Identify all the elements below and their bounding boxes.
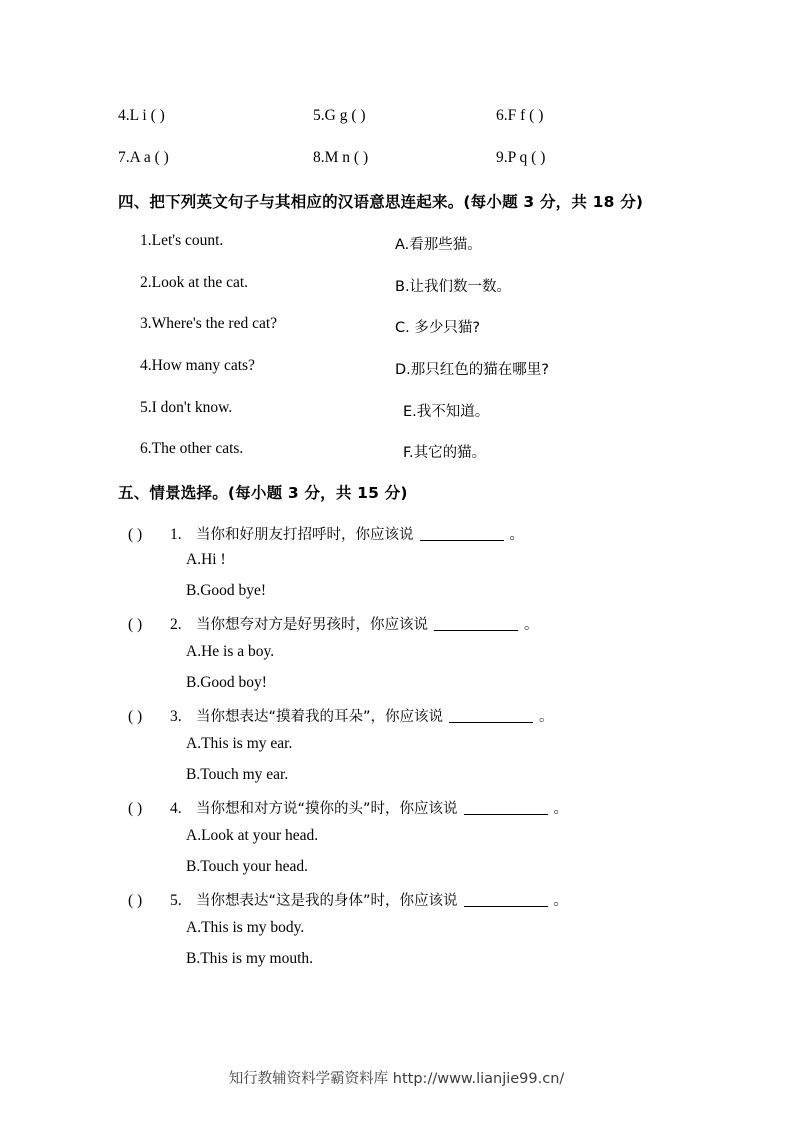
question-period: 。 <box>553 893 569 909</box>
question-text: 当你想和对方说“摸你的头”时，你应该说 <box>196 801 458 817</box>
footer-watermark: 知行教辅资料学霸资料库 http://www.lianjie99.cn/ <box>228 1071 565 1087</box>
match-left-item: 3.Where's the red cat? <box>140 315 278 332</box>
match-right-item: A.看那些猫。 <box>395 237 482 253</box>
answer-paren[interactable]: ( ) <box>128 616 143 633</box>
match-right-item: B.让我们数一数。 <box>395 279 512 295</box>
answer-paren[interactable]: ( ) <box>128 892 143 909</box>
question-text: 当你想表达“这是我的身体”时，你应该说 <box>196 893 458 909</box>
option-b[interactable]: B.Touch your head. <box>186 858 309 875</box>
match-left-item: 6.The other cats. <box>140 440 244 457</box>
answer-blank[interactable] <box>449 708 533 723</box>
answer-blank[interactable] <box>464 892 548 907</box>
match-left-item: 1.Let's count. <box>140 232 224 249</box>
section-4-heading: 四、把下列英文句子与其相应的汉语意思连起来。(每小题 3 分，共 18 分) <box>118 193 644 211</box>
letter-item: 6.F f ( ) <box>496 107 544 124</box>
option-b[interactable]: B.This is my mouth. <box>186 950 314 967</box>
answer-paren[interactable]: ( ) <box>128 800 143 817</box>
question-text: 当你想夸对方是好男孩时，你应该说 <box>196 617 428 633</box>
question-3-stem <box>128 705 554 726</box>
question-text: 当你和好朋友打招呼时，你应该说 <box>196 527 414 543</box>
question-number: 5. <box>170 892 182 909</box>
letter-item: 5.G g ( ) <box>313 107 366 124</box>
option-b[interactable]: B.Good boy! <box>186 674 267 691</box>
answer-paren[interactable]: ( ) <box>128 526 143 543</box>
answer-paren[interactable]: ( ) <box>128 708 143 725</box>
question-number: 1. <box>170 526 182 543</box>
question-number: 4. <box>170 800 182 817</box>
option-a[interactable]: A.Hi ! <box>186 551 226 568</box>
option-a[interactable]: A.He is a boy. <box>186 643 275 660</box>
match-right-item: C. 多少只猫? <box>395 320 481 336</box>
letter-item: 4.L i ( ) <box>118 107 165 124</box>
letter-item: 9.P q ( ) <box>496 149 546 166</box>
question-1-stem <box>128 523 524 544</box>
match-left-item: 5.I don't know. <box>140 399 233 416</box>
question-period: 。 <box>553 801 569 817</box>
match-right-item: D.那只红色的猫在哪里? <box>395 362 549 378</box>
question-5-stem <box>128 889 568 910</box>
match-left-item: 2.Look at the cat. <box>140 274 249 291</box>
option-a[interactable]: A.This is my ear. <box>186 735 293 752</box>
match-right-item: E.我不知道。 <box>403 404 490 420</box>
option-a[interactable]: A.This is my body. <box>186 919 305 936</box>
answer-blank[interactable] <box>434 616 518 631</box>
section-5-heading: 五、情景选择。(每小题 3 分，共 15 分) <box>118 484 408 502</box>
letter-item: 7.A a ( ) <box>118 149 169 166</box>
match-left-item: 4.How many cats? <box>140 357 255 374</box>
letter-item: 8.M n ( ) <box>313 149 369 166</box>
match-right-item: F.其它的猫。 <box>403 445 487 461</box>
answer-blank[interactable] <box>464 800 548 815</box>
option-a[interactable]: A.Look at your head. <box>186 827 319 844</box>
question-number: 3. <box>170 708 182 725</box>
option-b[interactable]: B.Touch my ear. <box>186 766 289 783</box>
answer-blank[interactable] <box>420 526 504 541</box>
question-2-stem <box>128 613 539 634</box>
question-number: 2. <box>170 616 182 633</box>
question-text: 当你想表达“摸着我的耳朵”，你应该说 <box>196 709 444 725</box>
option-b[interactable]: B.Good bye! <box>186 582 267 599</box>
question-period: 。 <box>509 527 524 543</box>
question-period: 。 <box>524 617 539 633</box>
question-period: 。 <box>539 709 554 725</box>
question-4-stem <box>128 797 568 818</box>
